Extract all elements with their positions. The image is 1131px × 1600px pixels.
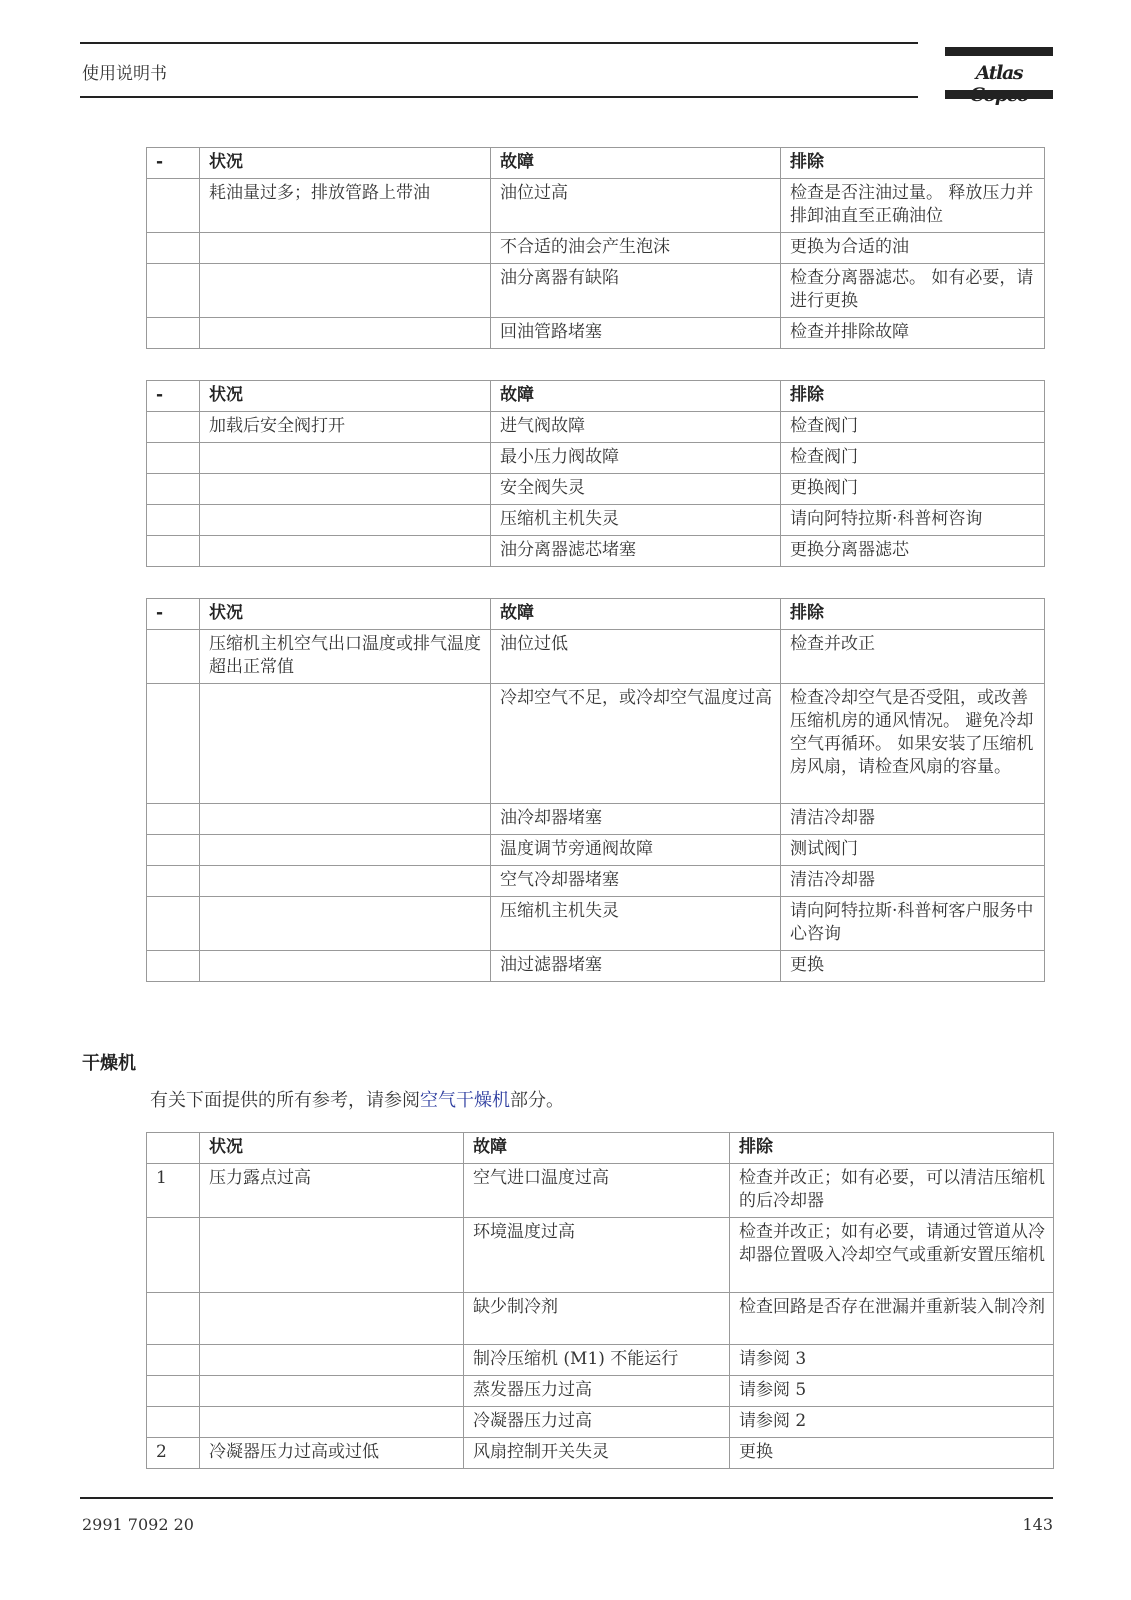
cell-fault: 油分离器滤芯堵塞 (491, 536, 781, 567)
cell-index (147, 179, 200, 233)
table-row (147, 1293, 1054, 1345)
table-row (147, 630, 1045, 684)
cell-index (147, 1345, 200, 1376)
header-cell-index (147, 1133, 200, 1164)
header-rule-top (80, 42, 918, 44)
header-cell-remedy: 排除 (781, 381, 1045, 412)
cell-remedy: 清洁冷却器 (781, 804, 1045, 835)
cell-remedy: 更换 (730, 1438, 1054, 1469)
cell-condition (200, 318, 491, 349)
cell-fault: 压缩机主机失灵 (491, 897, 781, 951)
table-row (147, 897, 1045, 951)
cell-fault: 油位过高 (491, 179, 781, 233)
cell-remedy: 测试阀门 (781, 835, 1045, 866)
cell-condition (200, 233, 491, 264)
cell-remedy: 检查并改正；如有必要，可以清洁压缩机的后冷却器 (730, 1164, 1054, 1218)
table-row (147, 1164, 1054, 1218)
cell-index (147, 233, 200, 264)
cell-index (147, 630, 200, 684)
header-title: 使用说明书 (82, 64, 167, 84)
header-cell-fault: 故障 (491, 148, 781, 179)
cell-index: 2 (147, 1438, 200, 1469)
dryer-intro-paragraph (150, 1086, 564, 1112)
cell-remedy: 检查冷却空气是否受阻，或改善压缩机房的通风情况。 避免冷却空气再循环。 如果安装了压缩机房风扇，请检查风扇的容量。 (781, 684, 1045, 804)
air-dryer-link[interactable]: 空气干燥机 (420, 1090, 510, 1111)
cell-condition (200, 443, 491, 474)
table-row (147, 1376, 1054, 1407)
table-row (147, 1218, 1054, 1293)
table-row (147, 1407, 1054, 1438)
cell-index (147, 804, 200, 835)
cell-index (147, 474, 200, 505)
table-row (147, 536, 1045, 567)
troubleshoot-table-safety-valve (146, 380, 1045, 567)
page-number: 143 (1022, 1515, 1053, 1534)
cell-index (147, 866, 200, 897)
cell-index (147, 897, 200, 951)
cell-index (147, 505, 200, 536)
cell-index (147, 443, 200, 474)
cell-condition: 冷凝器压力过高或过低 (200, 1438, 464, 1469)
header-cell-condition: 状况 (200, 1133, 464, 1164)
cell-remedy: 检查阀门 (781, 412, 1045, 443)
cell-condition (200, 1376, 464, 1407)
cell-condition (200, 1293, 464, 1345)
cell-fault: 不合适的油会产生泡沫 (491, 233, 781, 264)
cell-remedy: 请向阿特拉斯·科普柯咨询 (781, 505, 1045, 536)
cell-condition (200, 804, 491, 835)
table-row (147, 318, 1045, 349)
cell-index (147, 1218, 200, 1293)
table-row (147, 1345, 1054, 1376)
cell-condition (200, 536, 491, 567)
cell-fault: 冷却空气不足，或冷却空气温度过高 (491, 684, 781, 804)
table-header-row (147, 599, 1045, 630)
cell-remedy: 更换为合适的油 (781, 233, 1045, 264)
cell-remedy: 检查回路是否存在泄漏并重新装入制冷剂 (730, 1293, 1054, 1345)
table-header-row (147, 148, 1045, 179)
cell-remedy: 请向阿特拉斯·科普柯客户服务中心咨询 (781, 897, 1045, 951)
troubleshoot-table-dryer (146, 1132, 1054, 1469)
cell-remedy: 更换阀门 (781, 474, 1045, 505)
cell-fault: 缺少制冷剂 (464, 1293, 730, 1345)
cell-condition (200, 897, 491, 951)
section-title-dryer: 干燥机 (82, 1053, 136, 1074)
cell-fault: 回油管路堵塞 (491, 318, 781, 349)
cell-condition (200, 1218, 464, 1293)
cell-condition (200, 866, 491, 897)
cell-remedy: 请参阅 5 (730, 1376, 1054, 1407)
cell-condition (200, 505, 491, 536)
troubleshoot-table-oil-consumption (146, 147, 1045, 349)
cell-index (147, 951, 200, 982)
cell-fault: 风扇控制开关失灵 (464, 1438, 730, 1469)
cell-fault: 环境温度过高 (464, 1218, 730, 1293)
cell-remedy: 检查是否注油过量。 释放压力并排卸油直至正确油位 (781, 179, 1045, 233)
cell-condition: 压缩机主机空气出口温度或排气温度超出正常值 (200, 630, 491, 684)
header-cell-fault: 故障 (491, 381, 781, 412)
header-rule-bottom (80, 96, 918, 98)
cell-remedy: 检查并改正 (781, 630, 1045, 684)
cell-index (147, 536, 200, 567)
table-row (147, 264, 1045, 318)
cell-condition (200, 264, 491, 318)
table-row (147, 951, 1045, 982)
cell-remedy: 清洁冷却器 (781, 866, 1045, 897)
cell-fault: 最小压力阀故障 (491, 443, 781, 474)
table-row (147, 804, 1045, 835)
footer-rule (80, 1497, 1053, 1499)
header-cell-remedy: 排除 (781, 599, 1045, 630)
header-cell-index: - (147, 599, 200, 630)
cell-condition (200, 1345, 464, 1376)
cell-index (147, 684, 200, 804)
cell-fault: 蒸发器压力过高 (464, 1376, 730, 1407)
table-row (147, 684, 1045, 804)
cell-condition (200, 684, 491, 804)
table-row (147, 412, 1045, 443)
cell-index (147, 264, 200, 318)
cell-index (147, 1407, 200, 1438)
table-row (147, 505, 1045, 536)
header-cell-fault: 故障 (464, 1133, 730, 1164)
logo-bar-top (945, 47, 1053, 56)
header-cell-index: - (147, 148, 200, 179)
table-header-row (147, 381, 1045, 412)
troubleshoot-table-outlet-temperature (146, 598, 1045, 982)
table-header-row (147, 1133, 1054, 1164)
table-row (147, 866, 1045, 897)
logo-wordmark: Atlas (975, 62, 1023, 84)
cell-fault: 安全阀失灵 (491, 474, 781, 505)
header-cell-remedy: 排除 (730, 1133, 1054, 1164)
cell-remedy: 更换 (781, 951, 1045, 982)
cell-remedy: 更换分离器滤芯 (781, 536, 1045, 567)
cell-condition: 压力露点过高 (200, 1164, 464, 1218)
cell-fault: 油过滤器堵塞 (491, 951, 781, 982)
cell-index (147, 1293, 200, 1345)
table-row (147, 835, 1045, 866)
cell-remedy: 检查并排除故障 (781, 318, 1045, 349)
cell-remedy: 检查并改正；如有必要，请通过管道从冷却器位置吸入冷却空气或重新安置压缩机 (730, 1218, 1054, 1293)
atlas-copco-logo (945, 47, 1053, 99)
cell-index: 1 (147, 1164, 200, 1218)
table-row (147, 1438, 1054, 1469)
header-cell-condition: 状况 (200, 599, 491, 630)
cell-fault: 油分离器有缺陷 (491, 264, 781, 318)
header-cell-condition: 状况 (200, 148, 491, 179)
cell-index (147, 835, 200, 866)
cell-remedy: 请参阅 2 (730, 1407, 1054, 1438)
table-row (147, 443, 1045, 474)
table-row (147, 474, 1045, 505)
header-cell-fault: 故障 (491, 599, 781, 630)
cell-fault: 空气进口温度过高 (464, 1164, 730, 1218)
cell-fault: 油冷却器堵塞 (491, 804, 781, 835)
cell-condition (200, 1407, 464, 1438)
logo-bar-bottom (945, 90, 1053, 99)
header-cell-index: - (147, 381, 200, 412)
cell-fault: 温度调节旁通阀故障 (491, 835, 781, 866)
cell-remedy: 检查阀门 (781, 443, 1045, 474)
cell-fault: 油位过低 (491, 630, 781, 684)
cell-fault: 制冷压缩机 (M1) 不能运行 (464, 1345, 730, 1376)
cell-index (147, 318, 200, 349)
cell-condition (200, 474, 491, 505)
cell-fault: 压缩机主机失灵 (491, 505, 781, 536)
header-cell-remedy: 排除 (781, 148, 1045, 179)
cell-index (147, 1376, 200, 1407)
cell-condition: 耗油量过多；排放管路上带油 (200, 179, 491, 233)
table-row (147, 233, 1045, 264)
cell-condition (200, 951, 491, 982)
header-cell-condition: 状况 (200, 381, 491, 412)
cell-condition: 加载后安全阀打开 (200, 412, 491, 443)
cell-fault: 空气冷却器堵塞 (491, 866, 781, 897)
cell-remedy: 请参阅 3 (730, 1345, 1054, 1376)
cell-remedy: 检查分离器滤芯。 如有必要，请进行更换 (781, 264, 1045, 318)
intro-text-after: 部分。 (510, 1090, 564, 1111)
intro-text-before: 有关下面提供的所有参考，请参阅 (150, 1090, 420, 1111)
table-row (147, 179, 1045, 233)
cell-fault: 冷凝器压力过高 (464, 1407, 730, 1438)
cell-index (147, 412, 200, 443)
cell-fault: 进气阀故障 (491, 412, 781, 443)
cell-condition (200, 835, 491, 866)
document-number: 2991 7092 20 (82, 1515, 194, 1534)
